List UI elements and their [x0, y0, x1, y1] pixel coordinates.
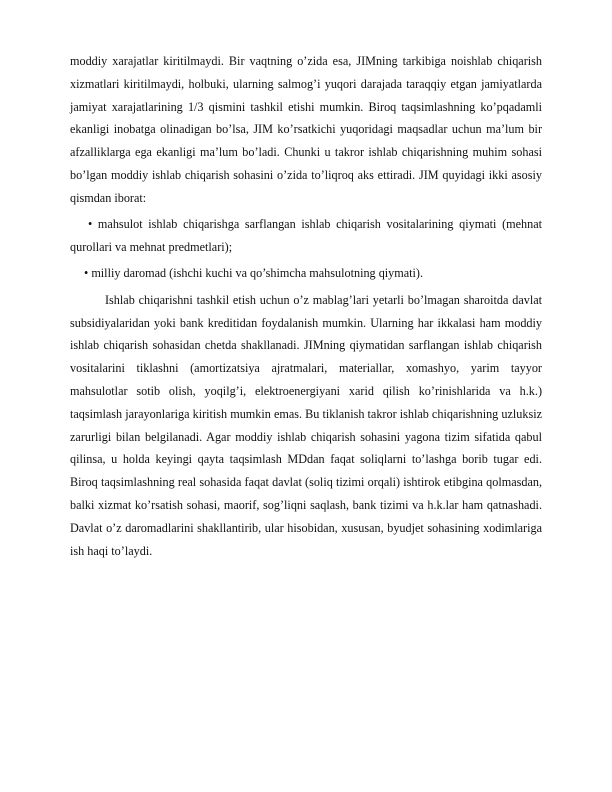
- paragraph-intro: moddiy xarajatlar kiritilmaydi. Bir vaqtning o’zida esa, JIMning tarkibiga noishlab chiqarish xizmatlari kiritilmaydi, holbuki, ularning salmog’i yuqori darajada taraqqiy etgan jamiyatlarda jamiyat xarajatlarining 1/3 qismini tashkil etishi mumkin. Biroq taqsimlashning ko’pqadamli ekanligi inobatga olinadigan bo’lsa, JIM ko’rsatkichi yuqoridagi maqsadlar uchun ma’lum bir afzalliklarga ega ekanligi ma’lum bo’ladi. Chunki u takror ishlab chiqarishning muhim sohasi bo’lgan moddiy ishlab chiqarish sohasini o’zida to’liqroq aks ettiradi. JIM quyidagi ikki asosiy qismdan iborat:: [70, 54, 542, 205]
- bullet-item-production-means: • mahsulot ishlab chiqarishga sarflangan ishlab chiqarish vositalarining qiymati (mehnat qurollari va mehnat predmetlari);: [70, 217, 542, 254]
- bullet-item-national-income: • milliy daromad (ishchi kuchi va qo’shimcha mahsulotning qiymati).: [84, 266, 424, 281]
- body-text: [70, 50, 542, 566]
- paragraph-financing: Ishlab chiqarishni tashkil etish uchun o’z mablag’lari yetarli bo’lmagan sharoitda davlat subsidiyalaridan yoki bank kreditidan foydalanish mumkin. Ularning har ikkalasi ham moddiy ishlab chiqarish sohasidan chetda shakllanadi. JIMning qiymatidan sarflangan ishlab chiqarish vositalarini tiklashni (amortizatsiya ajratmalari, materiallar, xomashyo, yarim tayyor mahsulotlar sotib olish, yoqilg’i, elektroenergiyani xarid qilish ko’rinishlarida va h.k.) taqsimlash jarayonlariga kiritish mumkin emas. Bu tiklanish takror ishlab chiqarishning uzluksiz zarurligi bilan belgilanadi. Agar moddiy ishlab chiqarish sohasini yagona tizim sifatida qabul qilinsa, u holda keyingi qayta taqsimlash MDdan faqat soliqlarni to’lashga borib tugar edi. Biroq taqsimlashning real sohasida faqat davlat (soliq tizimi orqali) ishtirok etibgina qolmasdan, balki xizmat ko’rsatish sohasi, maorif, sog’liqni saqlash, bank tizimi va h.k.lar ham qatnashadi. Davlat o’z daromadlarini shakllantirib, ular hisobidan, xususan, byudjet sohasining xodimlariga ish haqi to’laydi.: [70, 292, 542, 558]
